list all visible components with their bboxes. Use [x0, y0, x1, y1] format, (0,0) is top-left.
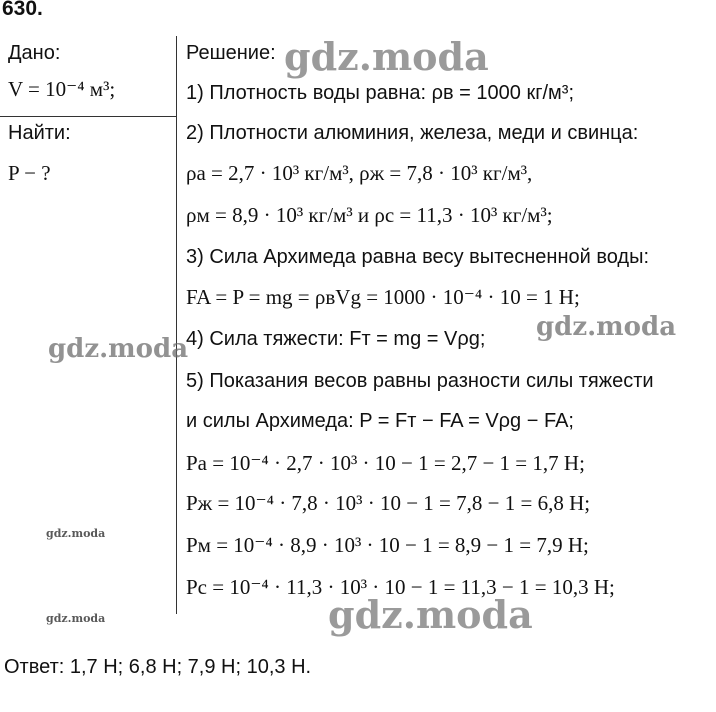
solution-line-10: Pа = 10⁻⁴ · 2,7 · 10³ · 10 − 1 = 2,7 − 1 = 1,7 Н; [186, 451, 585, 475]
problem-number: 630. [2, 0, 43, 20]
watermark: gdz.moda [284, 34, 489, 79]
watermark: gdz.moda [536, 312, 677, 342]
solution-line-11: Pж = 10⁻⁴ · 7,8 · 10³ · 10 − 1 = 7,8 − 1 = 6,8 Н; [186, 491, 591, 515]
solution-line-6: FA = P = mg = ρвVg = 1000 · 10⁻⁴ · 10 = 1 Н; [186, 285, 580, 309]
solution-line-7: 4) Сила тяжести: Fт = mg = Vρg; [186, 328, 486, 350]
solution-line-1: 1) Плотность воды равна: ρв = 1000 кг/м³; [186, 82, 575, 104]
watermark: gdz.moda [46, 612, 106, 625]
solution-line-4: ρм = 8,9 · 10³ кг/м³ и ρс = 11,3 · 10³ кг/м³; [186, 203, 553, 227]
given-label: Дано: [8, 42, 61, 64]
watermark: gdz.moda [328, 592, 533, 637]
solution-line-9: и силы Архимеда: P = Fт − FA = Vρg − FA; [186, 410, 574, 432]
solution-line-2: 2) Плотности алюминия, железа, меди и свинца: [186, 122, 639, 144]
solution-line-12: Pм = 10⁻⁴ · 8,9 · 10³ · 10 − 1 = 8,9 − 1 = 7,9 Н; [186, 533, 589, 557]
watermark: gdz.moda [48, 334, 189, 364]
solution-line-13: Pс = 10⁻⁴ · 11,3 · 10³ · 10 − 1 = 11,3 − 1 = 10,3 Н; [186, 575, 615, 599]
solution-line-8: 5) Показания весов равны разности силы тяжести [186, 370, 654, 392]
given-find-divider [0, 116, 176, 117]
solution-line-5: 3) Сила Архимеда равна весу вытесненной воды: [186, 246, 650, 268]
watermark: gdz.moda [46, 527, 106, 540]
given-value: V = 10⁻⁴ м³; [8, 77, 116, 101]
find-value: P − ? [8, 161, 51, 185]
answer-line: Ответ: 1,7 Н; 6,8 Н; 7,9 Н; 10,3 Н. [4, 656, 312, 678]
column-divider [176, 36, 177, 614]
solution-line-3: ρа = 2,7 · 10³ кг/м³, ρж = 7,8 · 10³ кг/м³, [186, 161, 533, 185]
solution-label: Решение: [186, 42, 276, 64]
find-label: Найти: [8, 122, 71, 144]
